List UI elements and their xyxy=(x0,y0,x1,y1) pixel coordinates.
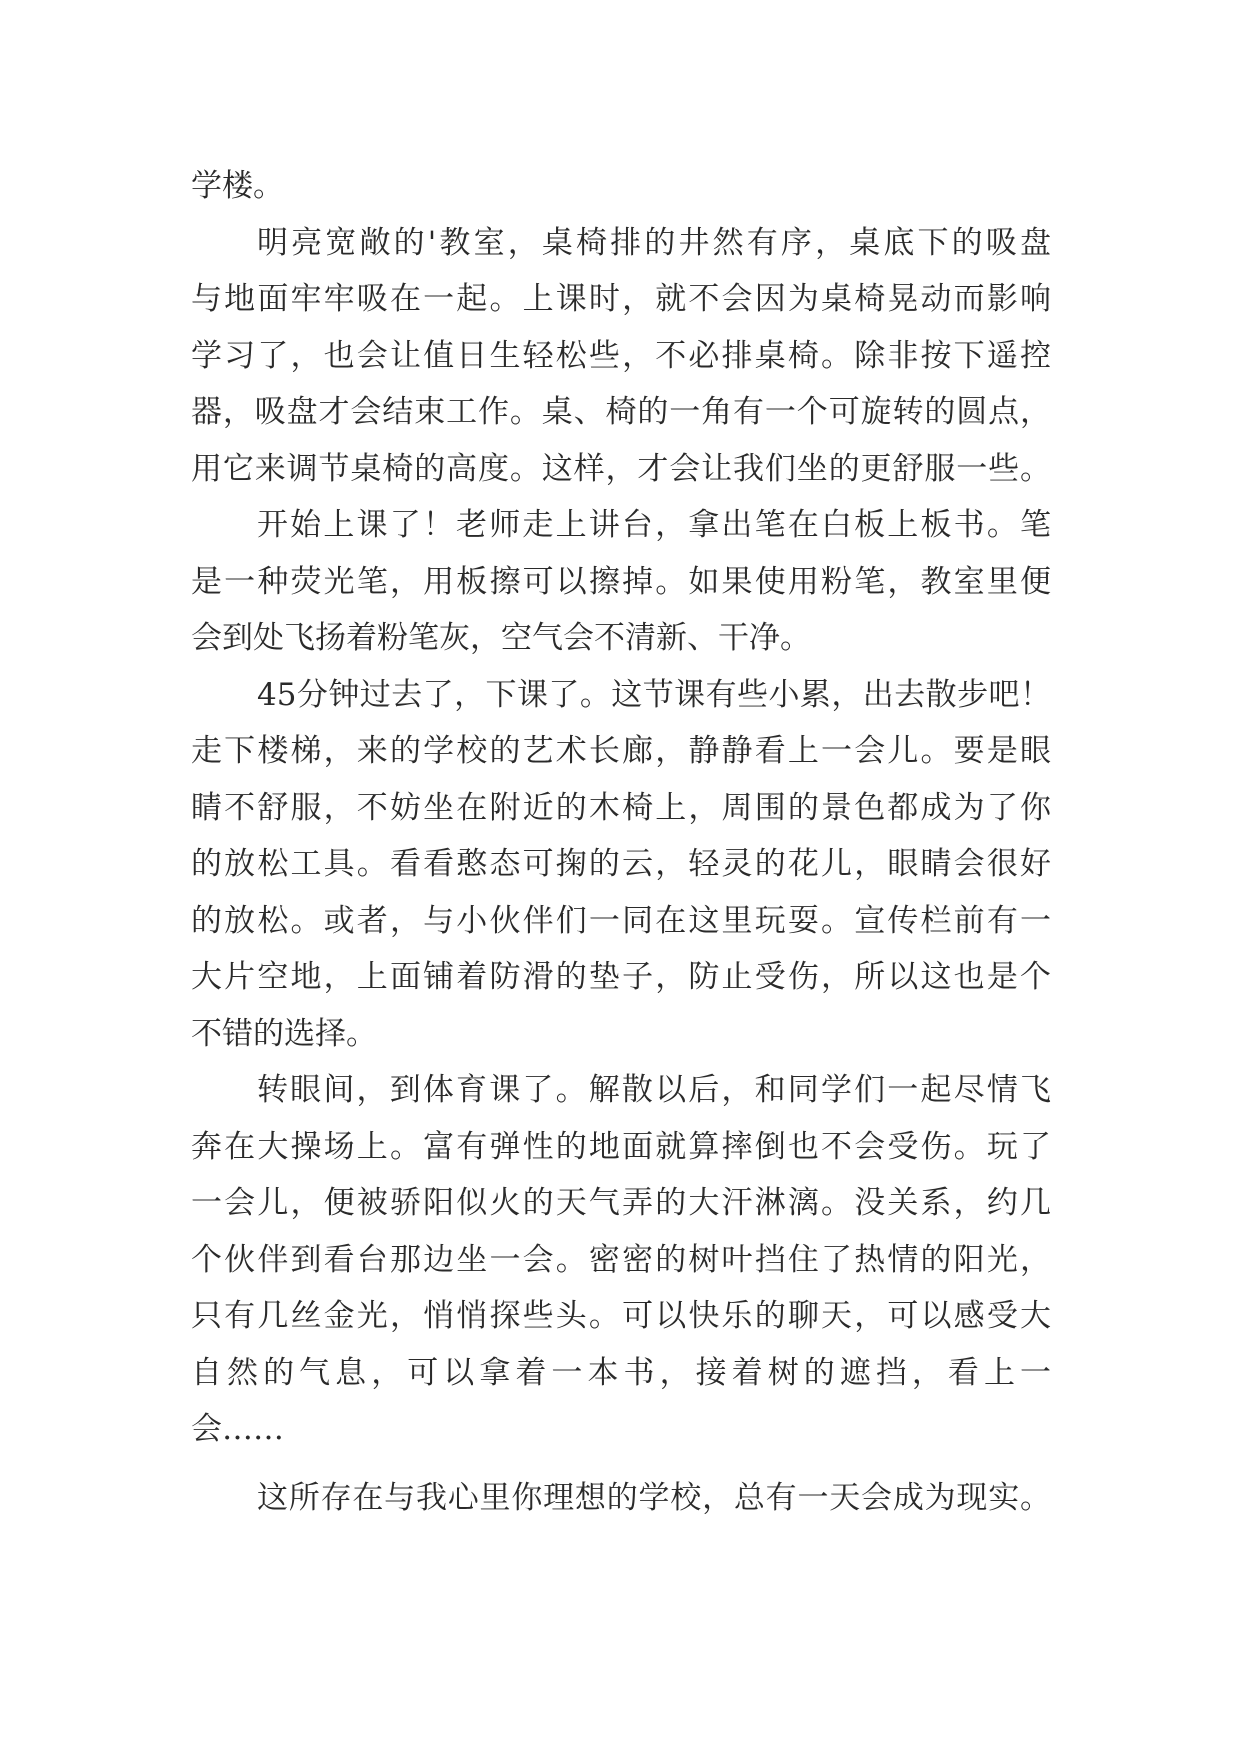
text-line: 不错的选择。 xyxy=(191,1015,377,1052)
paragraph xyxy=(191,1062,1051,1458)
paragraph xyxy=(191,215,1051,498)
text-line: 走下楼梯，来的学校的艺术长廊，静静看上一会儿。要是眼 xyxy=(191,733,1051,769)
paragraph xyxy=(191,667,1051,1063)
paragraph-gap xyxy=(191,1458,1051,1470)
text-line: 与地面牢牢吸在一起。上课时，就不会因为桌椅晃动而影响 xyxy=(191,281,1051,317)
paragraph xyxy=(191,1470,1051,1527)
text-line: 器，吸盘才会结束工作。桌、椅的一角有一个可旋转的圆点， xyxy=(191,394,1051,430)
text-line: 大片空地，上面铺着防滑的垫子，防止受伤，所以这也是个 xyxy=(191,959,1051,995)
text-line: 睛不舒服，不妨坐在附近的木椅上，周围的景色都成为了你 xyxy=(191,789,1051,826)
text-line: 用它来调节桌椅的高度。这样，才会让我们坐的更舒服一些。 xyxy=(191,450,1051,487)
text-line: 这所存在与我心里你理想的学校，总有一天会成为现实。 xyxy=(257,1479,1051,1516)
paragraph xyxy=(191,497,1051,667)
text-line: 学习了，也会让值日生轻松些，不必排桌椅。除非按下遥控 xyxy=(191,337,1051,374)
text-line: 转眼间，到体育课了。解散以后，和同学们一起尽情飞 xyxy=(257,1072,1051,1108)
text-line: 会到处飞扬着粉笔灰，空气会不清新、干净。 xyxy=(191,620,811,656)
text-line: 的放松工具。看看憨态可掬的云，轻灵的花儿，眼睛会很好 xyxy=(191,846,1051,882)
text-line: 只有几丝金光，悄悄探些头。可以快乐的聊天，可以感受大 xyxy=(191,1298,1051,1334)
text-line: 开始上课了！老师走上讲台，拿出笔在白板上板书。笔 xyxy=(257,507,1051,543)
text-line: 会…… xyxy=(191,1411,284,1447)
text-line: 一会儿，便被骄阳似火的天气弄的大汗淋漓。没关系，约几 xyxy=(191,1185,1051,1221)
paragraph xyxy=(191,158,1051,215)
document-body xyxy=(191,158,1051,1526)
text-line: 奔在大操场上。富有弹性的地面就算摔倒也不会受伤。玩了 xyxy=(191,1128,1051,1165)
text-line: 的放松。或者，与小伙伴们一同在这里玩耍。宣传栏前有一 xyxy=(191,902,1051,939)
text-line: 45分钟过去了，下课了。这节课有些小累，出去散步吧！ xyxy=(257,676,1051,713)
text-line: 是一种荧光笔，用板擦可以擦掉。如果使用粉笔，教室里便 xyxy=(191,563,1051,600)
text-line: 个伙伴到看台那边坐一会。密密的树叶挡住了热情的阳光， xyxy=(191,1241,1051,1278)
text-line: 明亮宽敞的'教室，桌椅排的井然有序，桌底下的吸盘 xyxy=(257,224,1051,261)
text-line: 学楼。 xyxy=(191,168,284,204)
text-line: 自然的气息，可以拿着一本书，接着树的遮挡，看上一 xyxy=(191,1354,1051,1391)
